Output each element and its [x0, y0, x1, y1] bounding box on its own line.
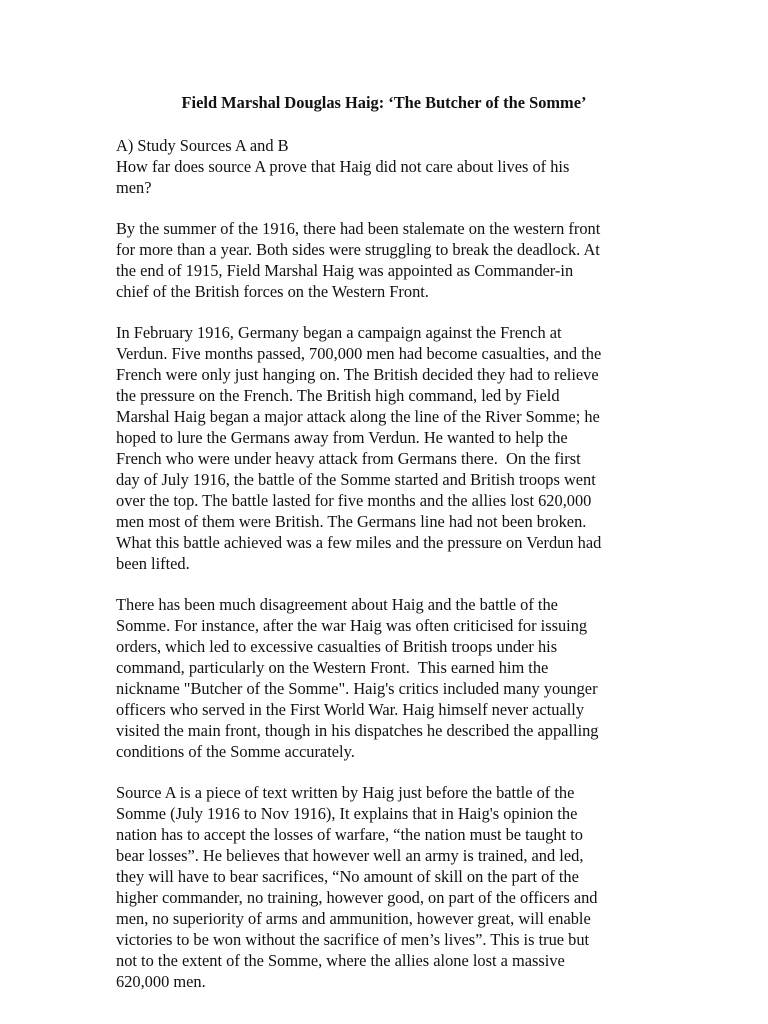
paragraph-line: Somme (July 1916 to Nov 1916), It explains that in Haig's opinion the [116, 804, 578, 823]
paragraph-line: the end of 1915, Field Marshal Haig was appointed as Commander-in [116, 261, 574, 280]
paragraph-line: officers who served in the First World War. Haig himself never actually [116, 700, 585, 719]
question-heading: A) Study Sources A and B [116, 136, 289, 155]
paragraph-line: over the top. The battle lasted for five months and the allies lost 620,000 [116, 491, 592, 510]
paragraph-line: What this battle achieved was a few miles and the pressure on Verdun had [116, 533, 602, 552]
question-line: men? [116, 178, 152, 197]
paragraph-line: higher commander, no training, however good, on part of the officers and [116, 888, 598, 907]
paragraph-line: Marshal Haig began a major attack along the line of the River Somme; he [116, 407, 600, 426]
paragraph-line: There has been much disagreement about Haig and the battle of the [116, 595, 558, 614]
paragraph-line: Verdun. Five months passed, 700,000 men had become casualties, and the [116, 344, 602, 363]
document-title: Field Marshal Douglas Haig: ‘The Butcher of the Somme’ [181, 93, 587, 112]
paragraph-line: French who were under heavy attack from Germans there. On the first [116, 449, 581, 468]
paragraph-line: the pressure on the French. The British high command, led by Field [116, 386, 560, 405]
question-line: How far does source A prove that Haig did not care about lives of his [116, 157, 570, 176]
paragraph-line: not to the extent of the Somme, where the allies alone lost a massive [116, 951, 565, 970]
paragraph-line: In February 1916, Germany began a campaign against the French at [116, 323, 562, 342]
paragraph-line: hoped to lure the Germans away from Verdun. He wanted to help the [116, 428, 568, 447]
paragraph-line: men most of them were British. The Germans line had not been broken. [116, 512, 587, 531]
paragraph-line: victories to be won without the sacrifice of men’s lives”. This is true but [116, 930, 590, 949]
paragraph-line: 620,000 men. [116, 972, 206, 991]
paragraph-line: command, particularly on the Western Front. This earned him the [116, 658, 549, 677]
paragraph-line: they will have to bear sacrifices, “No amount of skill on the part of the [116, 867, 579, 886]
paragraph-line: nation has to accept the losses of warfare, “the nation must be taught to [116, 825, 583, 844]
paragraph-line: By the summer of the 1916, there had been stalemate on the western front [116, 219, 601, 238]
paragraph-line: Source A is a piece of text written by Haig just before the battle of the [116, 783, 575, 802]
paragraph-line: men, no superiority of arms and ammunition, however great, will enable [116, 909, 591, 928]
paragraph-line: been lifted. [116, 554, 190, 573]
paragraph-line: nickname "Butcher of the Somme". Haig's critics included many younger [116, 679, 598, 698]
paragraph-line: chief of the British forces on the Western Front. [116, 282, 429, 301]
paragraph-line: orders, which led to excessive casualties of British troops under his [116, 637, 558, 656]
paragraph-line: French were only just hanging on. The British decided they had to relieve [116, 365, 599, 384]
paragraph-line: bear losses”. He believes that however well an army is trained, and led, [116, 846, 584, 865]
paragraph-line: visited the main front, though in his dispatches he described the appalling [116, 721, 599, 740]
paragraph-line: conditions of the Somme accurately. [116, 742, 355, 761]
paragraph-line: Somme. For instance, after the war Haig was often criticised for issuing [116, 616, 588, 635]
paragraph-line: day of July 1916, the battle of the Somme started and British troops went [116, 470, 596, 489]
paragraph-line: for more than a year. Both sides were struggling to break the deadlock. At [116, 240, 600, 259]
